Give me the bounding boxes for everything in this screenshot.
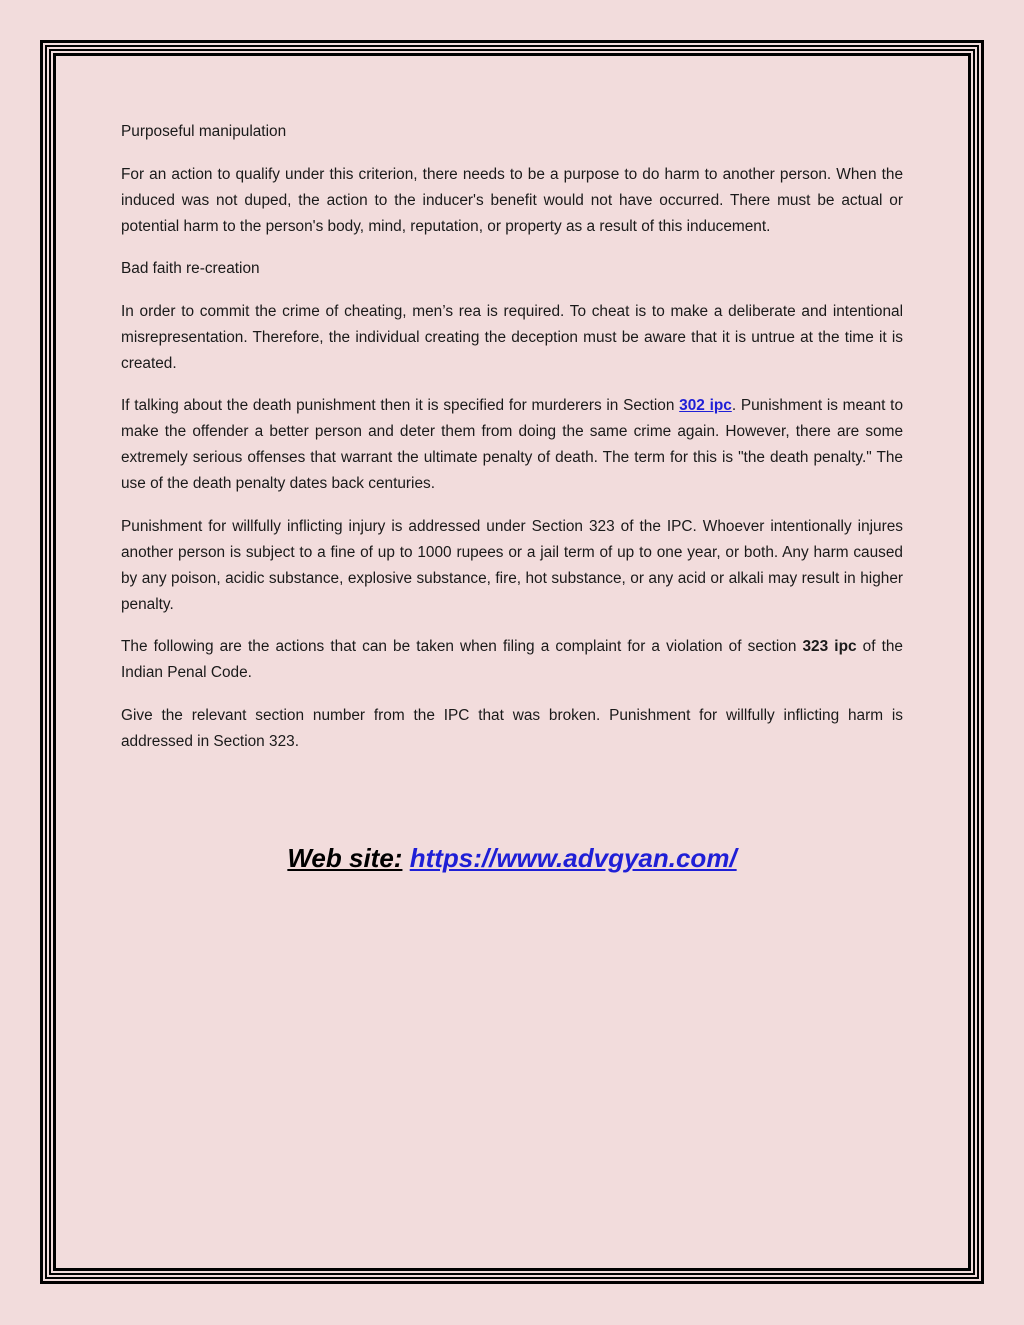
paragraph-relevant-section: Give the relevant section number from the IPC that was broken. Punishment for willfully inflicting harm is addressed in Section 323.	[121, 706, 903, 750]
website-label: Web site:	[287, 843, 403, 873]
paragraph-purposeful-manipulation: For an action to qualify under this criterion, there needs to be a purpose to do harm to another person. When the induced was not duped, the action to the inducer's benefit would not have occurred. There must be actual or potential harm to the person's body, mind, reputation, or property as a result of this inducement.	[121, 165, 903, 235]
paragraph-complaint-actions	[121, 634, 903, 686]
link-302-ipc[interactable]: 302 ipc	[679, 397, 732, 414]
document-body	[121, 119, 903, 771]
website-link[interactable]: https://www.advgyan.com/	[409, 843, 737, 873]
paragraph-text: If talking about the death punishment then it is specified for murderers in Section	[121, 397, 680, 414]
paragraph-bad-faith: In order to commit the crime of cheating, men’s rea is required. To cheat is to make a deliberate and intentional misrepresentation. Therefore, the individual creating the deception must be aware that it is untrue at the time it is created.	[121, 302, 903, 372]
paragraph-section-323: Punishment for willfully inflicting injury is addressed under Section 323 of the IPC. Whoever intentionally injures another person is subject to a fine of up to 1000 rupees or a jail term of up to one year, or both. Any harm caused by any poison, acidic substance, explosive substance, fire, hot substance, or any acid or alkali may result in higher penalty.	[121, 517, 903, 613]
section-heading-purposeful-manipulation: Purposeful manipulation	[121, 123, 287, 140]
paragraph-death-punishment	[121, 393, 903, 497]
bold-323-ipc: 323 ipc	[802, 638, 857, 655]
paragraph-text: The following are the actions that can be taken when filing a complaint for a violation of section	[121, 638, 803, 655]
section-heading-bad-faith: Bad faith re-creation	[121, 260, 260, 277]
paragraph-text: . Punishment is meant to make the offender a better person and deter them from doing the same crime again. However, there are some extremely serious offenses that warrant the ultimate penalty of death. The term for this is "the death penalty." The use of the death penalty dates back centuries.	[121, 397, 904, 492]
website-footer	[0, 838, 1024, 878]
paragraph-text: of the Indian Penal Code.	[121, 638, 903, 681]
